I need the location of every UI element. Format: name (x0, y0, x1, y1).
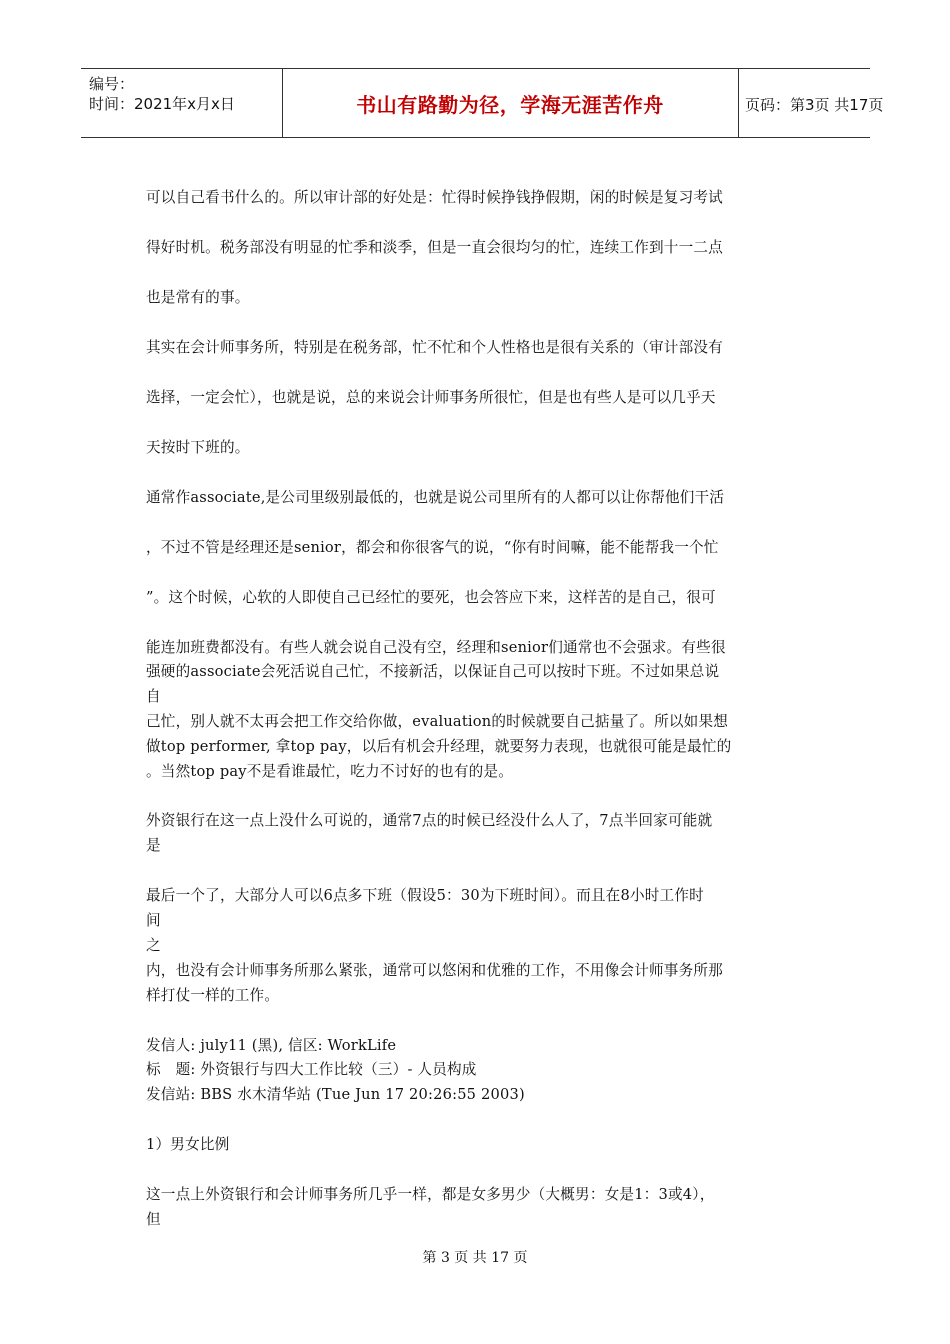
serial-label: 编号： (89, 75, 135, 93)
date-label: 时间：2021年x月x日 (89, 95, 235, 113)
body-line: ”。这个时候，心软的人即使自己已经忙的要死，也会答应下来，这样苦的是自己，很可 (146, 589, 716, 606)
mail-header-line: 标 题: 外资银行与四大工作比较（三）- 人员构成 (146, 1061, 477, 1078)
header-page-number: 页码：第3页 共17页 (745, 96, 884, 114)
header-right-cell (738, 69, 884, 137)
body-line: 间 (146, 912, 161, 929)
body-line: 通常作associate,是公司里级别最低的，也就是说公司里所有的人都可以让你帮他们干活 (146, 489, 725, 506)
section-heading: 1）男女比例 (146, 1136, 230, 1153)
body-line: 能连加班费都没有。有些人就会说自己没有空，经理和senior们通常也不会强求。有些很 (146, 639, 726, 656)
body-line: 己忙，别人就不太再会把工作交给你做，evaluation的时候就要自己掂量了。所以如果想 (146, 713, 729, 730)
body-line: 选择，一定会忙），也就是说，总的来说会计师事务所很忙，但是也有些人是可以几乎天 (146, 389, 716, 406)
body-line: 但 (146, 1211, 161, 1228)
header-motto: 书山有路勤为径，学海无涯苦作舟 (356, 93, 664, 117)
body-line: 得好时机。税务部没有明显的忙季和淡季，但是一直会很均匀的忙，连续工作到十一二点 (146, 239, 723, 256)
body-line: 自 (146, 688, 161, 705)
mail-header-line: 发信人: july11 (黑), 信区: WorkLife (146, 1037, 397, 1054)
page-header (81, 68, 884, 138)
body-line: 内，也没有会计师事务所那么紧张，通常可以悠闲和优雅的工作，不用像会计师事务所那 (146, 962, 723, 979)
body-line: 其实在会计师事务所，特别是在税务部，忙不忙和个人性格也是很有关系的（审计部没有 (146, 339, 723, 356)
header-left-cell (81, 69, 283, 137)
body-line: 外资银行在这一点上没什么可说的，通常7点的时候已经没什么人了，7点半回家可能就 (146, 812, 713, 829)
page-footer (0, 1247, 950, 1267)
body-line: 之 (146, 937, 161, 954)
body-line: 天按时下班的。 (146, 439, 250, 456)
body-line: 样打仗一样的工作。 (146, 987, 280, 1004)
body-line: 最后一个了，大部分人可以6点多下班（假设5：30为下班时间）。而且在8小时工作时 (146, 887, 704, 904)
body-line: 做top performer, 拿top pay，以后有机会升经理，就要努力表现，也就很可能是最忙的 (146, 738, 732, 755)
body-line: 这一点上外资银行和会计师事务所几乎一样，都是女多男少（大概男：女是1：3或4）， (146, 1186, 715, 1203)
body-line: 可以自己看书什么的。所以审计部的好处是：忙得时候挣钱挣假期，闲的时候是复习考试 (146, 189, 723, 206)
mail-header-line: 发信站: BBS 水木清华站 (Tue Jun 17 20:26:55 2003) (146, 1086, 525, 1103)
footer-page-number: 第 3 页 共 17 页 (422, 1250, 528, 1266)
body-line: 。当然top pay不是看谁最忙，吃力不讨好的也有的是。 (146, 763, 513, 780)
body-line: ，不过不管是经理还是senior，都会和你很客气的说，“你有时间嘛，能不能帮我一个忙 (146, 539, 719, 556)
header-motto-cell (282, 69, 739, 137)
body-line: 是 (146, 837, 161, 854)
body-line: 强硬的associate会死活说自己忙，不接新活，以保证自己可以按时下班。不过如果总说 (146, 663, 720, 680)
body-line: 也是常有的事。 (146, 289, 250, 306)
